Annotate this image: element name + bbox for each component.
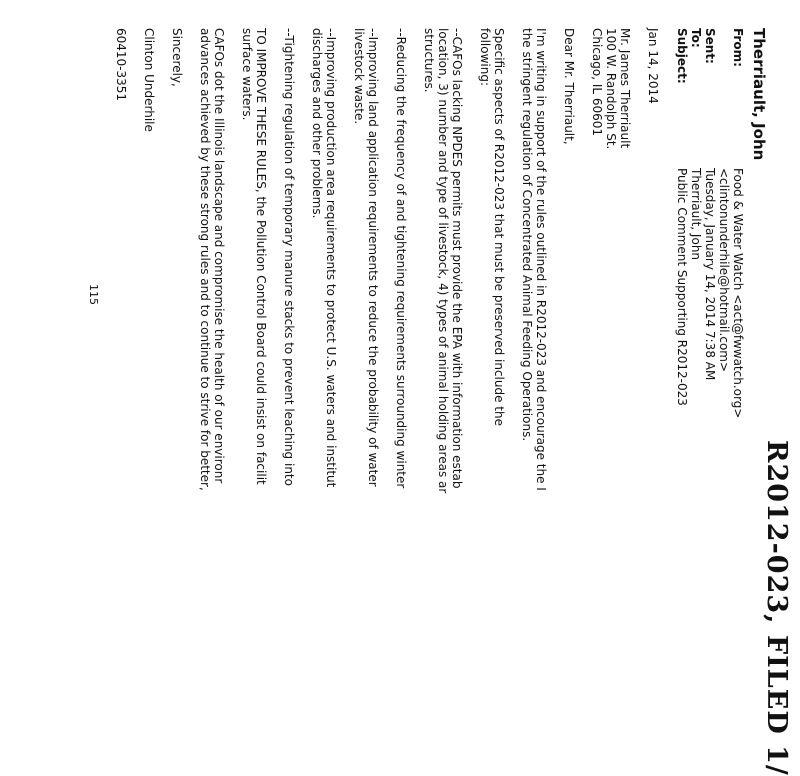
letter-body <box>114 28 660 728</box>
to-value: Therriault, John <box>689 168 703 261</box>
para-aspects-line1: Specific aspects of R2012-023 that must be preserved include the <box>492 28 506 427</box>
closing: Sincerely, <box>170 28 184 87</box>
para-cafos-line1: CAFOs dot the Illinois landscape and compromise the health of our environr <box>212 28 226 484</box>
bullet-land-line2: livestock waste. <box>352 28 366 125</box>
bullet-stacks-line1: --Tightening regulation of temporary manure stacks to prevent leaching into <box>282 28 296 486</box>
from-label: From: <box>731 28 745 67</box>
bullet-npdes-line2: location, 3) number and type of livestock, 4) types of animal holding areas ar <box>436 28 450 494</box>
subject-value: Public Comment Supporting R2012-023 <box>675 168 689 406</box>
bullet-npdes-line1: --CAFOs lacking NPDES permits must provide the EPA with information estab <box>450 28 464 489</box>
signature-name: Clinton Underhile <box>142 28 156 132</box>
recipient-city: Chicago, IL 60601 <box>590 28 604 137</box>
bullet-production-line2: discharges and other problems. <box>310 28 324 219</box>
para-improve-line2: surface waters. <box>240 28 254 121</box>
bullet-land-line1: --Improving land application requirements to reduce the probability of water <box>366 28 380 487</box>
para-improve-line1: TO IMPROVE THESE RULES, the Pollution Control Board could insist on facilit <box>254 28 268 485</box>
bullet-production-line1: --Improving production area requirements to protect U.S. waters and institut <box>324 28 338 488</box>
recipient-street: 100 W. Randolph St. <box>604 28 618 150</box>
subject-label: Subject: <box>675 28 689 84</box>
sender-name: Therriault, John <box>750 28 768 161</box>
sent-label: Sent: <box>703 28 717 64</box>
para-aspects-line2: following: <box>478 28 492 86</box>
letter-date: Jan 14, 2014 <box>646 28 660 104</box>
to-label: To: <box>689 28 703 48</box>
bullet-frequency: --Reducing the frequency of and tightening requirements surrounding winter <box>394 28 408 489</box>
sent-value: Tuesday, January 14, 2014 7:38 AM <box>703 168 717 381</box>
page-number: 115 <box>87 284 100 305</box>
para-intro-line1: I'm writing in support of the rules outlined in R2012-023 and encourage the I <box>534 28 548 491</box>
para-cafos-line2: advances achieved by these strong rules and to continue to strive for better, <box>198 28 212 491</box>
bullet-npdes-line3: structures. <box>422 28 436 93</box>
from-value: Food & Water Watch <act@fwwatch.org> <clintonunderhile@hotmail.com> <box>717 168 745 419</box>
docket-stamp: R2012-023, FILED 1/ <box>761 440 792 776</box>
signature-zip: 60410-3351 <box>114 28 128 102</box>
para-intro-line2: the stringent regulation of Concentrated Animal Feeding Operations. <box>520 28 534 442</box>
salutation: Dear Mr. Therriault, <box>562 28 576 145</box>
recipient-name: Mr. James Therriault <box>618 28 632 149</box>
